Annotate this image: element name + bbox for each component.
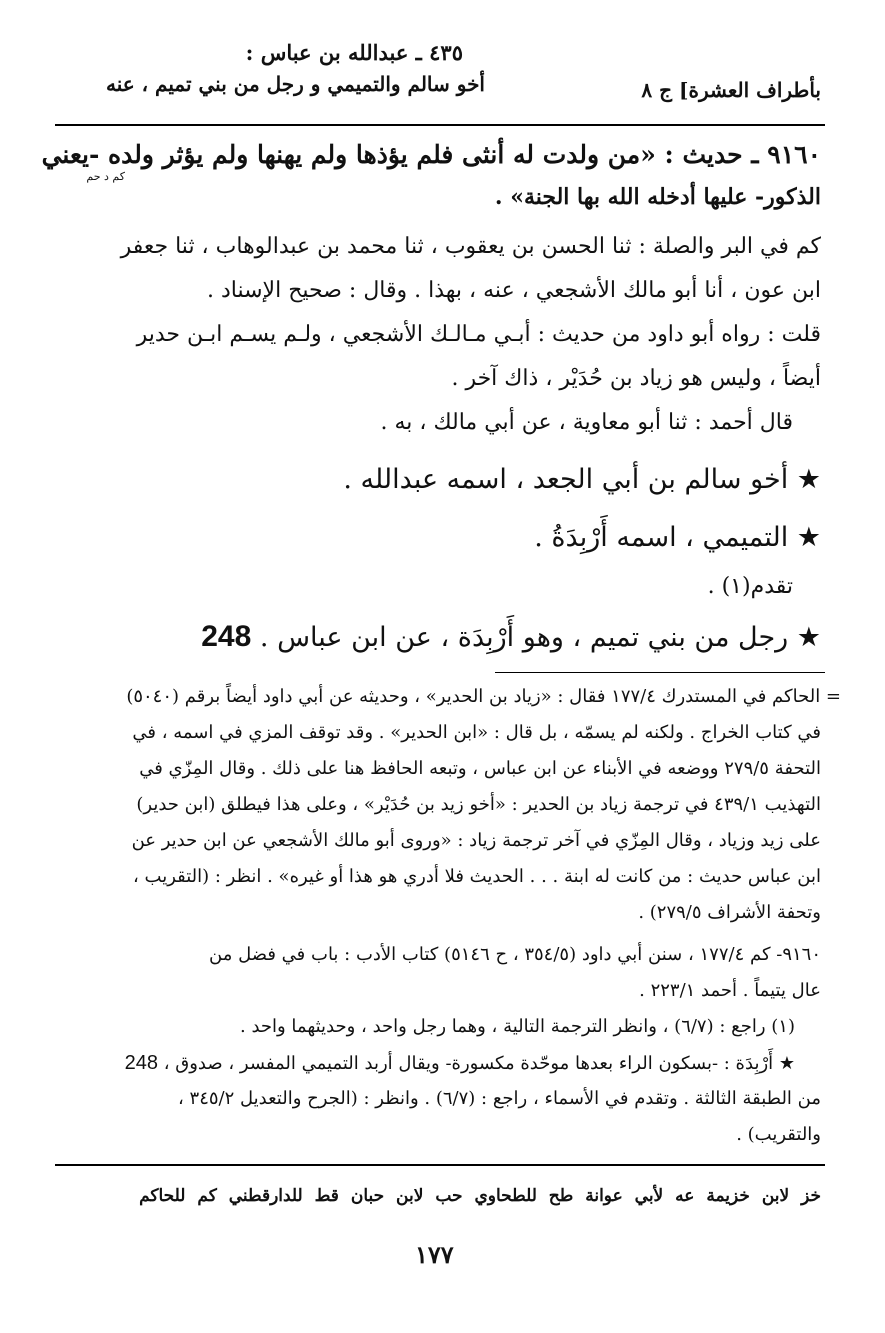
hadith-heading-continued: الذكور- عليها أدخله الله بها الجنة» . [494, 184, 821, 210]
legend-rule [55, 1164, 825, 1166]
star-entry-brother-of-salim: ★ أخو سالم بن أبي الجعد ، اسمه عبدالله . [343, 464, 821, 495]
kam-line-2: ابن عون ، أنا أبو مالك الأشجعي ، عنه ، بهذا . وقال : صحيح الإسناد . [206, 278, 821, 303]
footnote-line-3: التحفة ٢٧٩/٥ ووضعه في الأبناء عن ابن عباس ، وتبعه الحافظ هنا على ذلك . وقال المِزّي في [139, 758, 821, 779]
footnote-line-10: (١) راجع : (٦/٧) ، وانظر الترجمة التالية ، وهما رجل واحد ، وحديثهما واحد . [240, 1016, 795, 1037]
ahmad-line: قال أحمد : ثنا أبو معاوية ، عن أبي مالك ، به . [380, 410, 793, 435]
footnote-line-2: في كتاب الخراج . ولكنه لم يسمّه ، بل قال : «ابن الحدير» . وقد توقف المزي في اسمه ، في [132, 722, 821, 743]
footnote-line-13: والتقريب) . [736, 1124, 821, 1145]
footnote-line-4: التهذيب ٤٣٩/١ في ترجمة زياد بن الحدير : «أخو زيد بن حُدَيْر» ، وعلى هذا فيطلق (ابن حدير) [136, 794, 821, 815]
qult-line-1: قلت : رواه أبو داود من حديث : أبـي مـالـك الأشجعي ، ولـم يسـم ابـن حدير [136, 322, 821, 347]
running-title: بأطراف العشرة] ج ٨ [641, 78, 821, 102]
hadith-heading: ٩١٦٠ ـ حديث : «من ولدت له أنثى فلم يؤذها ولم يهنها ولم يؤثر ولده -يعني [41, 140, 821, 169]
footnote-line-8: ٩١٦٠- كم ١٧٧/٤ ، سنن أبي داود (٣٥٤/٥ ، ح ٥١٤٦) كتاب الأدب : باب في فضل من [209, 944, 821, 965]
star-entry-tamimi: ★ التميمي ، اسمه أَرْبِدَةُ . [534, 522, 821, 553]
taqaddam-line: تقدم(١) . [707, 574, 793, 599]
footnote-line-12: من الطبقة الثالثة . وتقدم في الأسماء ، راجع : (٦/٧) . وانظر : (الجرح والتعديل ٣٤٥/٢ ، [178, 1088, 821, 1109]
footnote-248-number: 248 [124, 1052, 158, 1074]
qult-line-2: أيضاً ، وليس هو زياد بن حُدَيْر ، ذاك آخر . [451, 366, 821, 391]
entry-title: ٤٣٥ ـ عبدالله بن عباس : [245, 40, 463, 65]
entry-248-text: ★ رجل من بني تميم ، وهو أَرْبِدَة ، عن ابن عباس . [259, 622, 821, 653]
footnote-248-text: ★ أَرْبِدَة : -بسكون الراء بعدها موحّدة مكسورة- ويقال أربد التميمي المفسر ، صدوق ، [163, 1053, 795, 1074]
header-rule [55, 124, 825, 126]
footnote-line-9: عال يتيماً . أحمد ٢٢٣/١ . [639, 980, 821, 1001]
page-number: ١٧٧ [415, 1240, 454, 1269]
abbreviation-legend: خز لابن خزيمة عه لأبي عوانة طح للطحاوي حب لابن حبان قط للدارقطني كم للحاكم [139, 1186, 821, 1206]
footnote-line-11 [125, 1052, 795, 1075]
footnote-rule [495, 672, 825, 673]
footnote-line-5: على زيد وزياد ، وقال المِزّي في آخر ترجمة زياد : «وروى أبو مالك الأشجعي عن ابن حدير عن [131, 830, 821, 851]
entry-248-heading [201, 620, 821, 654]
entry-subtitle: أخو سالم والتميمي و رجل من بني تميم ، عنه [105, 72, 485, 96]
footnote-line-1: = الحاكم في المستدرك ١٧٧/٤ فقال : «زياد بن الحدير» ، وحديثه عن أبي داود أيضاً برقم (٥٠٤٠) [126, 686, 841, 707]
footnote-line-7: وتحفة الأشراف ٢٧٩/٥) . [638, 902, 821, 923]
hadith-source-codes: كم د حم [86, 170, 125, 183]
footnote-line-6: ابن عباس حديث : من كانت له ابنة . . . الحديث فلا أدري هو هذا أو غيره» . انظر : (التقريب ، [132, 866, 821, 887]
kam-line-1: كم في البر والصلة : ثنا الحسن بن يعقوب ، ثنا محمد بن عبدالوهاب ، ثنا جعفر [120, 234, 821, 259]
entry-248-number: 248 [201, 620, 252, 653]
